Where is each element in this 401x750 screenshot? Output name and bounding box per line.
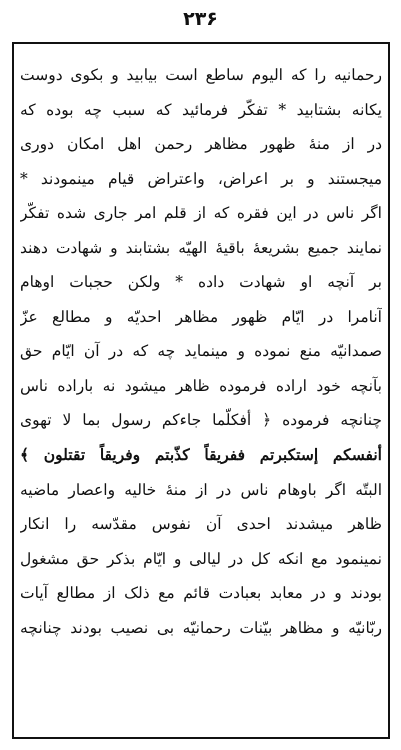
- text-line: در از منهٔ ظهور مظاهر رحمن اهل امکان دوری: [20, 135, 382, 154]
- page-number: ۲۳۶: [183, 8, 218, 30]
- text-line: ربّانیّه و مظاهر بیّنات رحمانیّه بی نصیب بودند چنانچه: [20, 618, 382, 637]
- text-line: آنامرا در ایّام ظهور مظاهر احدیّه و مطالع عزّ: [20, 307, 382, 326]
- text-line: یکانه بشتابید * تفکّر فرمائید که سبب چه بوده که: [20, 100, 382, 119]
- text-line: نمینمود مع انکه کل در لیالی و ایّام بذکر حق مشغول: [20, 549, 382, 568]
- text-line: بآنچه خود اراده فرموده ظاهر میشود نه باراده ناس: [20, 376, 382, 395]
- text-line: میجستند و بر اعراض، واعتراض قیام مینمودند *: [20, 169, 382, 188]
- text-line: چنانچه فرموده ﴿ أفکلّما جاءکم رسول بما لا تهوی: [20, 411, 382, 430]
- text-line: البتّه اگر باوهام ناس در از منهٔ خالیه واعصار ماضیه: [20, 480, 382, 499]
- text-line: اگر ناس در این فقره که از قلم امر جاری شده تفکّر: [20, 204, 382, 223]
- text-line: صمدانیّه منع نموده و مینماید چه که در آن ایّام حق: [20, 342, 382, 361]
- text-line: بودند و در معابد بعبادت قائم مع ذلک از مطالع آیات: [20, 584, 382, 603]
- quoted-verse-line: أنفسکم إستکبرتم ففریقاً کذّبتم وفریقاً تقتلون ﴾: [20, 445, 382, 465]
- text-line: نمایند جمیع بشریعهٔ باقیهٔ الهیّه بشتابند و شهادت دهند: [20, 238, 382, 257]
- text-line: ظاهر میشدند احدی آن نفوس مقدّسه را انکار: [20, 515, 382, 534]
- text-line: رحمانیه را که الیوم ساطع است بیابید و بکوی دوست: [20, 66, 382, 84]
- text-line: بر آنچه او شهادت داده * ولکن حجبات اوهام: [20, 273, 382, 292]
- body-text: [20, 58, 382, 645]
